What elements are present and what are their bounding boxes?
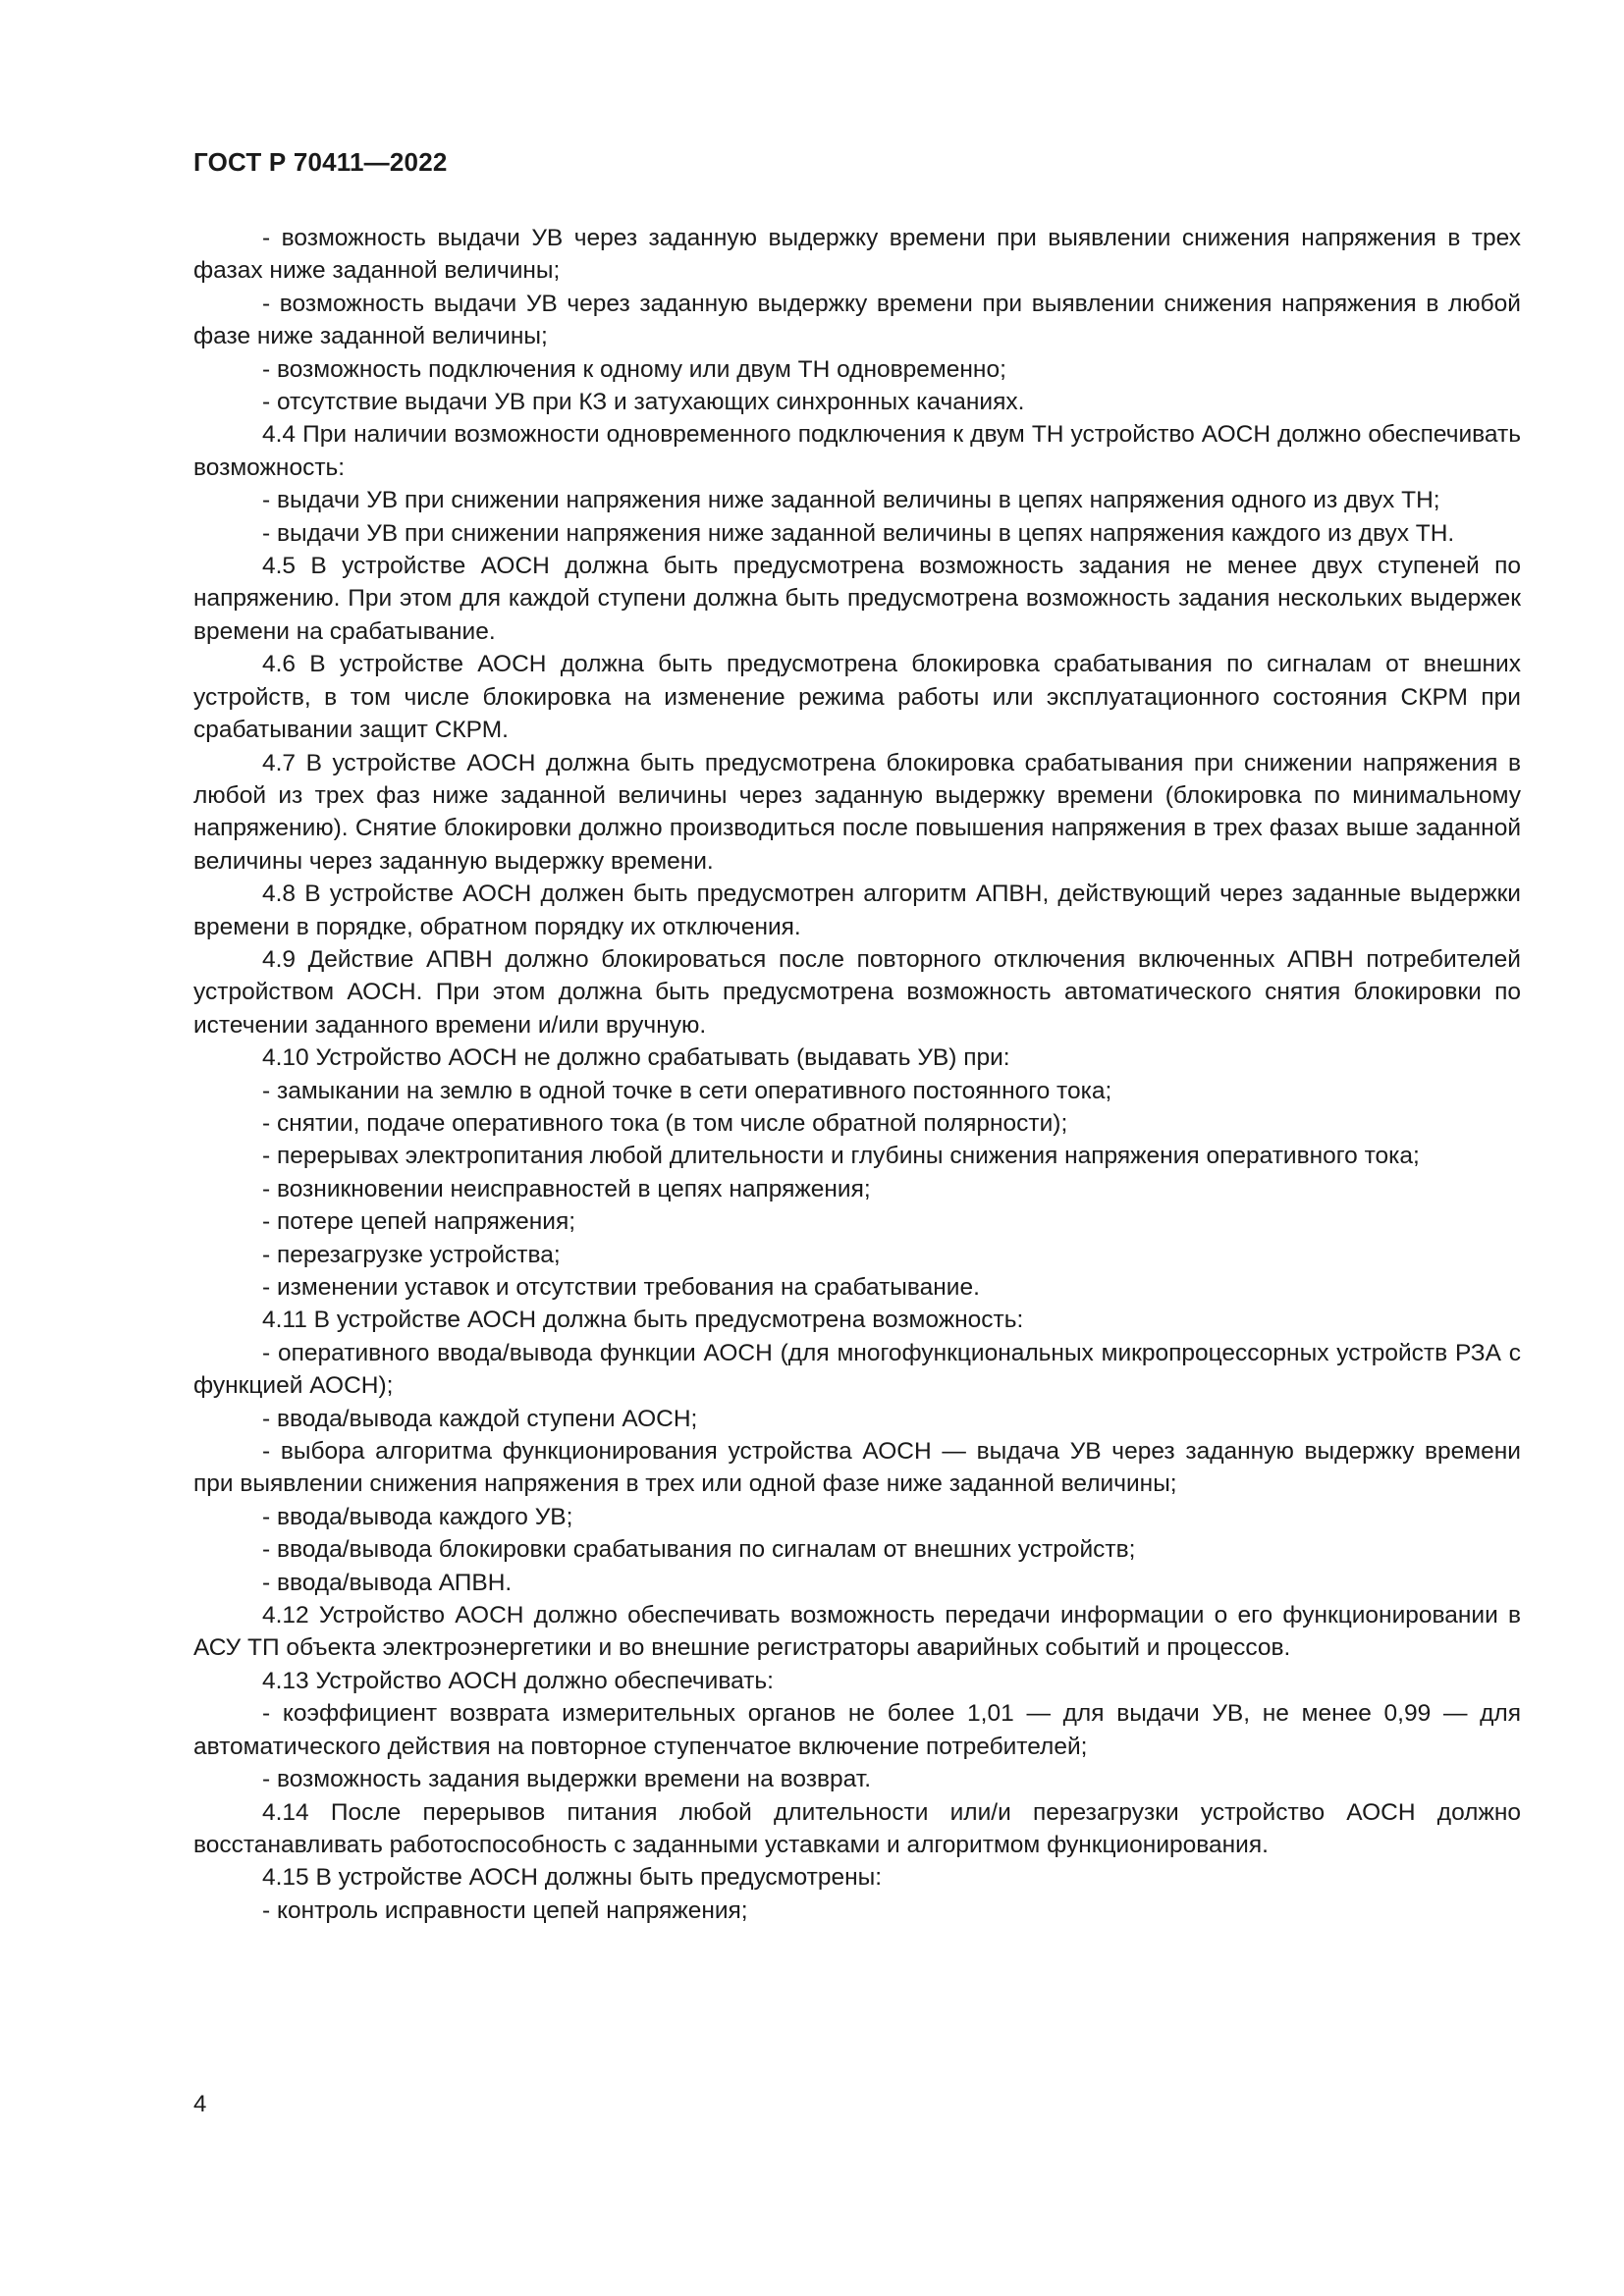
paragraph: 4.9 Действие АПВН должно блокироваться после повторного отключения включенных АПВН потребителей устройством АОСН. При этом должна быть предусмотрена возможность автоматического снятия блокировки по истечении заданного времени и/или вручную. [193,945,1521,1039]
paragraph: - выдачи УВ при снижении напряжения ниже заданной величины в цепях напряжения одного из двух ТН; [262,487,1440,514]
paragraph: - возможность подключения к одному или двум ТН одновременно; [262,355,1006,383]
paragraph: - замыкании на землю в одной точке в сети оперативного постоянного тока; [262,1077,1112,1104]
paragraph: - ввода/вывода каждого УВ; [262,1503,573,1530]
paragraph: - оперативного ввода/вывода функции АОСН (для многофункциональных микропроцессорных устройств РЗА с функцией АОСН); [193,1339,1521,1400]
paragraph: 4.5 В устройстве АОСН должна быть предусмотрена возможность задания не менее двух ступеней по напряжению. При этом для каждой ступени должна быть предусмотрена возможность задания нескольких выдержек времени на срабатывание. [193,553,1521,645]
paragraph: 4.13 Устройство АОСН должно обеспечивать: [262,1667,774,1694]
paragraph: 4.7 В устройстве АОСН должна быть предусмотрена блокировка срабатывания при снижении напряжения в любой из трех фаз ниже заданной величины через заданную выдержку времени (блокировка по минимальному напряжению). Снятие блокировки должно производиться после повышения напряжения в трех фазах выше заданной величины через заданную выдержку времени. [193,749,1521,875]
paragraph: - ввода/вывода блокировки срабатывания по сигналам от внешних устройств; [262,1536,1136,1564]
paragraph: 4.4 При наличии возможности одновременного подключения к двум ТН устройство АОСН должно обеспечивать возможность: [193,421,1521,481]
paragraph: - возможность выдачи УВ через заданную выдержку времени при выявлении снижения напряжения в любой фазе ниже заданной величины; [193,290,1521,350]
paragraph: 4.12 Устройство АОСН должно обеспечивать возможность передачи информации о его функционировании в АСУ ТП объекта электроэнергетики и во внешние регистраторы аварийных событий и процессов. [193,1602,1521,1662]
paragraph: - потере цепей напряжения; [262,1208,576,1236]
paragraph: - возникновении неисправностей в цепях напряжения; [262,1175,871,1202]
paragraph: - выдачи УВ при снижении напряжения ниже заданной величины в цепях напряжения каждого из двух ТН. [262,519,1455,547]
paragraph: - отсутствие выдачи УВ при КЗ и затухающих синхронных качаниях. [262,389,1025,416]
paragraph: - изменении уставок и отсутствии требования на срабатывание. [262,1274,980,1301]
paragraph: 4.10 Устройство АОСН не должно срабатывать (выдавать УВ) при: [262,1044,1010,1072]
paragraph: - ввода/вывода каждой ступени АОСН; [262,1405,698,1432]
document-header: ГОСТ Р 70411—2022 [193,147,448,177]
paragraph: - выбора алгоритма функционирования устройства АОСН — выдача УВ через заданную выдержку времени при выявлении снижения напряжения в трех или одной фазе ниже заданной величины; [193,1438,1521,1498]
paragraph: 4.11 В устройстве АОСН должна быть предусмотрена возможность: [262,1307,1024,1334]
paragraph: 4.8 В устройстве АОСН должен быть предусмотрен алгоритм АПВН, действующий через заданные выдержки времени в порядке, обратном порядку их отключения. [193,881,1521,940]
paragraph: - возможность задания выдержки времени на возврат. [262,1766,872,1793]
paragraph: - перезагрузке устройства; [262,1241,561,1268]
paragraph: - контроль исправности цепей напряжения; [262,1896,748,1924]
page-number: 4 [193,2091,207,2117]
paragraph: - перерывах электропитания любой длительности и глубины снижения напряжения оперативного тока; [262,1143,1420,1170]
paragraph: 4.14 После перерывов питания любой длительности или/и перезагрузки устройство АОСН должно восстанавливать работоспособность с заданными уставками и алгоритмом функционирования. [193,1798,1521,1858]
paragraph: 4.6 В устройстве АОСН должна быть предусмотрена блокировка срабатывания по сигналам от внешних устройств, в том числе блокировка на изменение режима работы или эксплуатационного состояния СКРМ при срабатывании защит СКРМ. [193,651,1521,744]
paragraph: - возможность выдачи УВ через заданную выдержку времени при выявлении снижения напряжения в трех фазах ниже заданной величины; [193,225,1521,285]
paragraph: - коэффициент возврата измерительных органов не более 1,01 — для выдачи УВ, не менее 0,99 — для автоматического действия на повторное ступенчатое включение потребителей; [193,1700,1521,1760]
paragraph: 4.15 В устройстве АОСН должны быть предусмотрены: [262,1864,883,1892]
paragraph: - снятии, подаче оперативного тока (в том числе обратной полярности); [262,1109,1068,1137]
paragraph: - ввода/вывода АПВН. [262,1569,513,1596]
document-body [193,222,1521,1927]
